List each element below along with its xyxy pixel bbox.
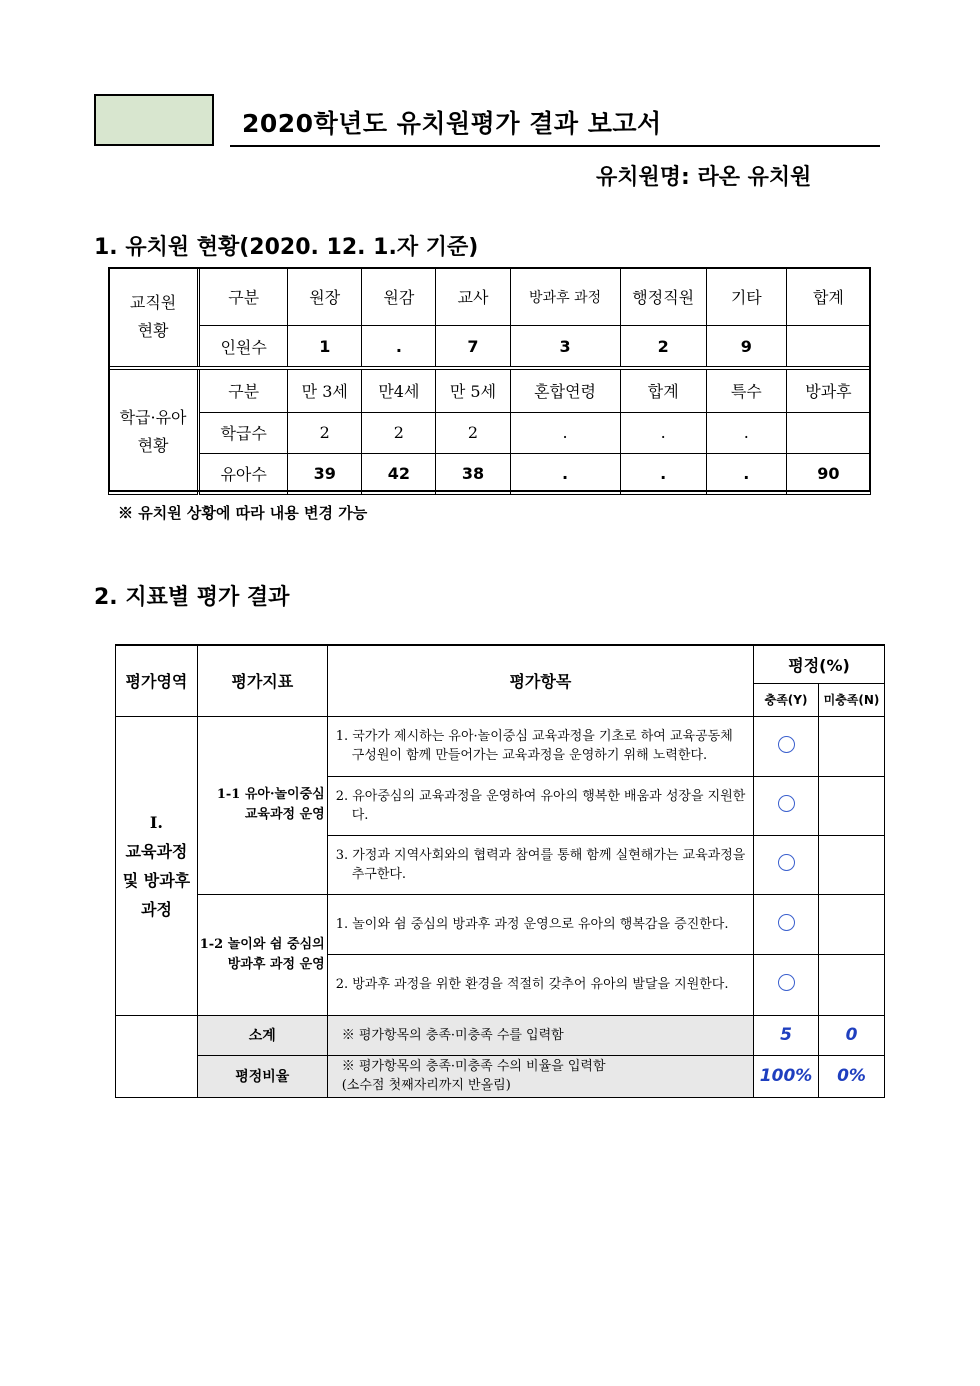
- indicator-1-1: 1-1 유아·놀이중심 교육과정 운영: [197, 716, 327, 894]
- staff-col-3: 방과후 과정: [510, 268, 620, 326]
- classes-header-label: 구분: [199, 368, 288, 412]
- staff-col-6: 합계: [786, 268, 870, 326]
- staff-value-3: 3: [510, 326, 620, 369]
- class-value-3: .: [510, 412, 620, 453]
- label-box: [94, 94, 214, 146]
- unmet-cell-1-1-3: [819, 835, 885, 894]
- staff-value-4: 2: [620, 326, 706, 369]
- staff-header-label: 구분: [199, 268, 288, 326]
- header-rating: 평정(%): [754, 645, 885, 683]
- child-value-5: .: [706, 453, 786, 494]
- child-row-label: 유아수: [199, 453, 288, 494]
- classes-col-5: 특수: [706, 368, 786, 412]
- indicator-1-2: 1-2 놀이와 쉼 중심의 방과후 과정 운영: [197, 894, 327, 1015]
- class-value-6: [786, 412, 870, 453]
- unmet-cell-1-2-1: [819, 894, 885, 954]
- met-cell-1-2-2: [754, 954, 819, 1015]
- ratio-met: 100%: [754, 1055, 819, 1097]
- met-cell-1-1-1: [754, 716, 819, 776]
- header-unmet: 미충족(N): [819, 683, 885, 716]
- class-value-4: .: [620, 412, 706, 453]
- staff-group-label: 교직원 현황: [109, 268, 199, 369]
- item-1-1-1: 1. 국가가 제시하는 유아·놀이중심 교육과정을 기초로 하여 교육공동체 구성원이 함께 만들어가는 교육과정을 운영하기 위해 노력한다.: [327, 716, 753, 776]
- ratio-label: 평정비율: [197, 1055, 327, 1097]
- staff-value-1: .: [362, 326, 436, 369]
- header-item: 평가항목: [327, 645, 753, 716]
- staff-col-2: 교사: [436, 268, 510, 326]
- subtotal-label: 소계: [197, 1015, 327, 1055]
- child-value-0: 39: [288, 453, 362, 494]
- class-value-5: .: [706, 412, 786, 453]
- staff-value-2: 7: [436, 326, 510, 369]
- staff-col-1: 원감: [362, 268, 436, 326]
- header-indicator: 평가지표: [197, 645, 327, 716]
- classes-col-0: 만 3세: [288, 368, 362, 412]
- section2-heading: 2. 지표별 평가 결과: [94, 585, 290, 610]
- circle-mark-icon: [778, 736, 795, 753]
- child-value-6: 90: [786, 453, 870, 494]
- staff-col-0: 원장: [288, 268, 362, 326]
- staff-row-label: 인원수: [199, 326, 288, 369]
- staff-value-6: [786, 326, 870, 369]
- classes-col-6: 방과후: [786, 368, 870, 412]
- circle-mark-icon: [778, 914, 795, 931]
- ratio-note: ※ 평가항목의 충족·미충족 수의 비율을 입력함 (소수점 첫째자리까지 반올림): [327, 1055, 753, 1097]
- staff-col-5: 기타: [706, 268, 786, 326]
- subtotal-unmet: 0: [819, 1015, 885, 1055]
- circle-mark-icon: [778, 854, 795, 871]
- met-cell-1-1-2: [754, 776, 819, 835]
- met-cell-1-2-1: [754, 894, 819, 954]
- subtotal-note: ※ 평가항목의 충족·미충족 수를 입력함: [327, 1015, 753, 1055]
- subtotal-met: 5: [754, 1015, 819, 1055]
- child-value-4: .: [620, 453, 706, 494]
- circle-mark-icon: [778, 974, 795, 991]
- item-1-2-2: 2. 방과후 과정을 위한 환경을 적절히 갖추어 유아의 발달을 지원한다.: [327, 954, 753, 1015]
- classes-group-label: 학급·유아 현황: [109, 368, 199, 494]
- class-row-label: 학급수: [199, 412, 288, 453]
- class-value-1: 2: [362, 412, 436, 453]
- status-note: ※ 유치원 상황에 따라 내용 변경 가능: [118, 504, 368, 522]
- area-blank: [116, 1015, 198, 1097]
- class-value-2: 2: [436, 412, 510, 453]
- staff-col-4: 행정직원: [620, 268, 706, 326]
- child-value-3: .: [510, 453, 620, 494]
- header-area: 평가영역: [116, 645, 198, 716]
- class-value-0: 2: [288, 412, 362, 453]
- staff-value-0: 1: [288, 326, 362, 369]
- child-value-2: 38: [436, 453, 510, 494]
- evaluation-table: [115, 644, 885, 1098]
- title-divider: [230, 145, 880, 147]
- item-1-2-1: 1. 놀이와 쉼 중심의 방과후 과정 운영으로 유아의 행복감을 증진한다.: [327, 894, 753, 954]
- met-cell-1-1-3: [754, 835, 819, 894]
- header-met: 충족(Y): [754, 683, 819, 716]
- classes-col-4: 합계: [620, 368, 706, 412]
- unmet-cell-1-1-2: [819, 776, 885, 835]
- unmet-cell-1-1-1: [819, 716, 885, 776]
- section1-heading: 1. 유치원 현황(2020. 12. 1.자 기준): [94, 235, 479, 260]
- staff-value-5: 9: [706, 326, 786, 369]
- status-table: [108, 267, 871, 495]
- classes-col-2: 만 5세: [436, 368, 510, 412]
- kindergarten-name: 유치원명: 라온 유치원: [596, 165, 812, 190]
- item-1-1-2: 2. 유아중심의 교육과정을 운영하여 유아의 행복한 배움과 성장을 지원한다.: [327, 776, 753, 835]
- item-1-1-3: 3. 가정과 지역사회와의 협력과 참여를 통해 함께 실현해가는 교육과정을 추구한다.: [327, 835, 753, 894]
- status-table-frame: [108, 267, 871, 492]
- area-label: Ⅰ. 교육과정 및 방과후 과정: [116, 716, 198, 1015]
- ratio-unmet: 0%: [819, 1055, 885, 1097]
- classes-col-3: 혼합연령: [510, 368, 620, 412]
- page-title: 2020학년도 유치원평가 결과 보고서: [242, 109, 662, 138]
- unmet-cell-1-2-2: [819, 954, 885, 1015]
- classes-col-1: 만4세: [362, 368, 436, 412]
- circle-mark-icon: [778, 795, 795, 812]
- child-value-1: 42: [362, 453, 436, 494]
